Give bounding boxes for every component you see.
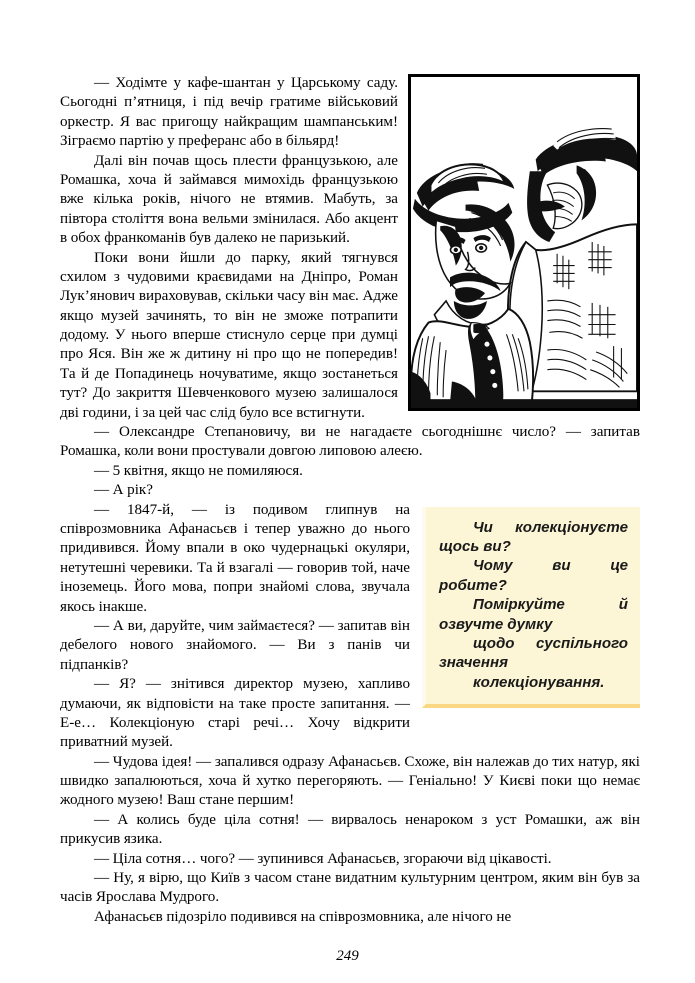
paragraph: — 1847-й, — із подивом глипнув на співрозмовника Афанасьєв і тепер уважно до нього придивився. Йому впали в око чудернацькі окуляри, нетутешні черевики. Та й взагалі — говорив той, наче іноземець. Його мова, попри знайомі слова, звучала якось інакше. xyxy=(60,501,410,615)
paragraph: — Я? — знітився директор музею, хапливо думаючи, як відповісти на таке просте запитання. — Е-е… Колекціоную старі речі… Хочу відкрити приватний музей. xyxy=(60,676,410,751)
callout-line: Чому ви це робите? xyxy=(439,557,628,594)
paragraph: — Ну, я вірю, що Київ з часом стане видатним культурним центром, яким він був за часів Ярослава Мудрого. xyxy=(60,870,640,906)
reflection-question-box xyxy=(422,507,640,709)
illustration-artwork xyxy=(411,77,637,408)
callout-line: Поміркуйте й озвучте думку xyxy=(439,596,628,633)
paragraph: Поки вони йшли до парку, який тягнувся схилом з чудовими краєвидами на Дніпро, Роман Лук’янович вираховував, скільки часу він має. Адже якщо музей зачинять, то він не зможе потрапити додому. У нього вперше стиснуло серце при думці про Яся. Він же ж дитину ні про що не попередив! Та й де Попадинець ночуватиме, якщо зостанеться тут? До закриття Шевченкового музею залишалося дві години, і за цей час слід було все встигнути. xyxy=(60,249,398,421)
body-text-column xyxy=(60,74,640,927)
paragraph: — А рік? xyxy=(94,482,153,499)
paragraph: — А колись буде ціла сотня! — вирвалось ненароком з уст Ромашки, аж він прикусив язика. xyxy=(60,811,640,848)
page-number: 249 xyxy=(336,948,359,964)
illustration-two-men-in-hats xyxy=(408,74,640,411)
paragraph: — Олександре Степановичу, ви не нагадаєте сьогоднішнє число? — запитав Ромашка, коли вони простували довгою липовою алеєю. xyxy=(60,424,640,460)
paragraph: — А ви, даруйте, чим займаєтеся? — запитав він дебелого нового знайомого. — Ви з панів чи підпанків? xyxy=(60,617,410,673)
callout-line: щодо суспільного значення xyxy=(439,634,628,672)
callout-line: колекціонування. xyxy=(473,673,605,691)
paragraph: Далі він почав щось плести французькою, але Ромашка, хоча й займався мимохідь французькою вже кілька років, нічого не втямив. Мабуть, за півтора століття вона вельми змінилася. Або акцент в обох франкоманів був далеко не паризький. xyxy=(60,152,398,247)
paragraph: — 5 квітня, якщо не помиляюся. xyxy=(94,462,303,479)
paragraph: Афанасьєв підозріло подивився на співрозмовника, але нічого не xyxy=(94,908,512,925)
paragraph: — Чудова ідея! — запалився одразу Афанасьєв. Схоже, він належав до тих натур, які швидко запалюються, хоча й хутко перегоряють. — Геніально! У Києві поки що немає жодного музею! Ваш стане першим! xyxy=(60,753,640,809)
callout-line: Чи колекціонуєте щось ви? xyxy=(439,518,628,555)
paragraph: — Ходімте у кафе-шантан у Царському саду. Сьогодні п’ятниця, і під вечір гратиме військовий оркестр. Я вас пригощу найкращим шампанським! Зіграємо партію у преферанс або в більярд! xyxy=(60,75,398,150)
paragraph: — Ціла сотня… чого? — зупинився Афанасьєв, згораючи від цікавості. xyxy=(94,850,552,867)
